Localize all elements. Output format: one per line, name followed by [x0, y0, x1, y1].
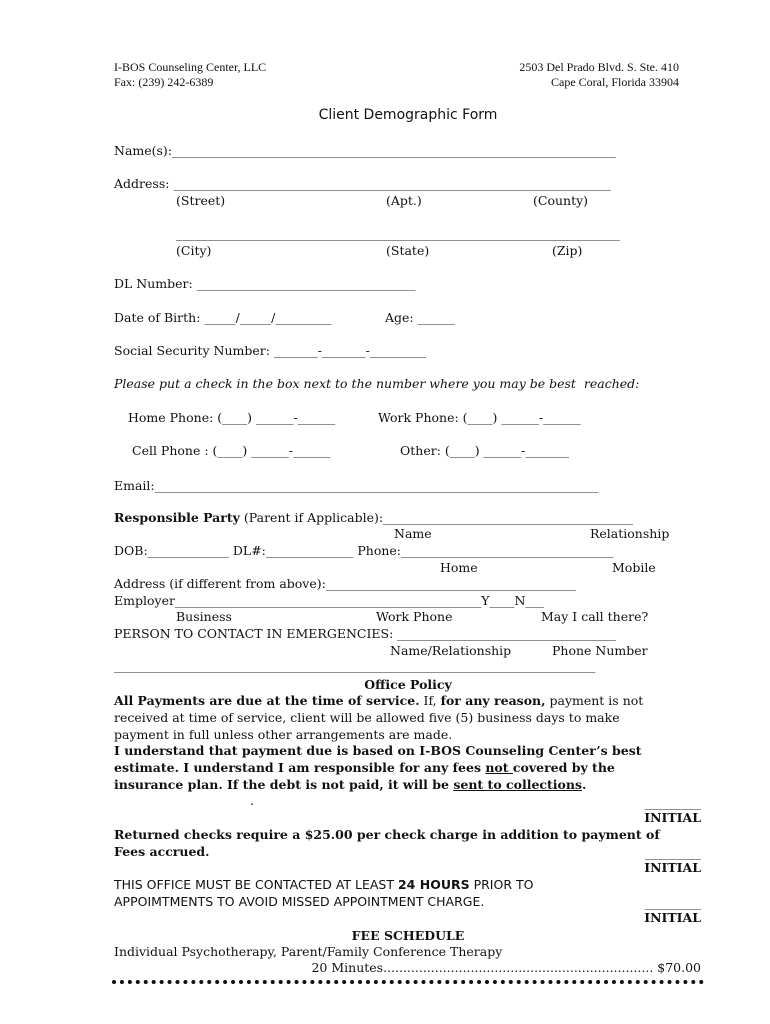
apt-caption: (Apt.): [386, 193, 422, 208]
work-phone-field[interactable]: Work Phone: (____) ______-______: [378, 410, 581, 425]
cell-phone-field[interactable]: Cell Phone : (____) ______-______: [132, 443, 331, 458]
returned-checks-line-2: Fees accrued.: [114, 844, 210, 859]
initial-line-2[interactable]: _________: [644, 845, 701, 860]
relationship-caption: Relationship: [590, 526, 670, 541]
names-field[interactable]: Name(s):_______________________________________________________________________: [114, 143, 616, 158]
policy-line-6: insurance plan. If the debt is not paid, it will be sent to collections.: [114, 777, 587, 792]
responsible-party-label: Responsible Party: [114, 510, 240, 525]
emergency-contact-row[interactable]: PERSON TO CONTACT IN EMERGENCIES: ___________________________________: [114, 626, 617, 641]
county-caption: (County): [533, 193, 589, 208]
contact-notice-line-1: THIS OFFICE MUST BE CONTACTED AT LEAST 24 HOURS PRIOR TO: [114, 877, 534, 892]
responsible-dob-row[interactable]: DOB:_____________ DL#:______________ Phone:__________________________________: [114, 543, 614, 558]
policy-line-1: All Payments are due at the time of service. If, for any reason, payment is not: [114, 693, 644, 708]
policy-line-5: estimate. I understand I am responsible for any fees not covered by the: [114, 760, 615, 775]
fee-line-1: Individual Psychotherapy, Parent/Family Conference Therapy: [114, 944, 503, 959]
may-call-caption: May I call there?: [541, 609, 649, 624]
form-title: Client Demographic Form: [318, 107, 498, 123]
home-caption: Home: [440, 560, 478, 575]
work-phone-caption: Work Phone: [376, 609, 453, 624]
phone-instruction: Please put a check in the box next to the number where you may be best reached:: [114, 376, 640, 391]
responsible-party-row[interactable]: [114, 512, 633, 525]
contact-notice-line-2: APPOIMTMENTS TO AVOID MISSED APPOINTMENT CHARGE.: [114, 894, 485, 909]
policy-line-4: I understand that payment due is based on I-BOS Counseling Center’s best: [114, 743, 642, 758]
org-fax: Fax: (239) 242-6389: [114, 75, 214, 89]
initial-label-1: INITIAL: [644, 810, 701, 825]
policy-line-2: received at time of service, client will be allowed five (5) business days to make: [114, 710, 620, 725]
name-relationship-caption: Name/Relationship: [390, 643, 512, 658]
business-caption: Business: [176, 609, 232, 624]
initial-label-3: INITIAL: [644, 910, 701, 925]
fee-schedule-heading: FEE SCHEDULE: [351, 928, 465, 943]
mobile-caption: Mobile: [612, 560, 656, 575]
org-address-line1: 2503 Del Prado Blvd. S. Ste. 410: [519, 60, 679, 74]
initial-label-2: INITIAL: [644, 860, 701, 875]
responsible-party-field[interactable]: (Parent if Applicable):________________________________________: [239, 510, 634, 525]
age-field[interactable]: Age: ______: [385, 310, 456, 325]
city-caption: (City): [176, 243, 212, 258]
initial-line-1[interactable]: _________: [644, 795, 701, 810]
emergency-blank-line[interactable]: _____________________________________________________________________________: [114, 658, 596, 673]
address-field[interactable]: Address: ______________________________________________________________________: [114, 176, 611, 191]
zip-caption: (Zip): [552, 243, 583, 258]
office-policy-heading: Office Policy: [364, 677, 452, 692]
org-name: I-BOS Counseling Center, LLC: [114, 60, 267, 74]
initial-line-3[interactable]: _________: [644, 895, 701, 910]
ssn-field[interactable]: Social Security Number: _______-_______-_________: [114, 343, 427, 358]
dl-number-field[interactable]: DL Number: ___________________________________: [114, 276, 416, 291]
home-phone-field[interactable]: Home Phone: (____) ______-______: [128, 410, 336, 425]
org-address-line2: Cape Coral, Florida 33904: [551, 75, 679, 89]
email-field[interactable]: Email:_______________________________________________________________________: [114, 478, 599, 493]
street-caption: (Street): [176, 193, 226, 208]
name-caption: Name: [394, 526, 432, 541]
responsible-address-row[interactable]: Address (if different from above):________________________________________: [114, 576, 576, 591]
state-caption: (State): [386, 243, 430, 258]
dob-field[interactable]: Date of Birth: _____/_____/_________: [114, 310, 332, 325]
returned-checks-line-1: Returned checks require a $25.00 per check charge in addition to payment of: [114, 827, 660, 842]
address-line2-field[interactable]: _______________________________________________________________________: [176, 226, 620, 241]
fee-line-2: 20 Minutes.................................................................... $70.00: [311, 960, 701, 975]
stray-dot: .: [250, 793, 254, 808]
page-break-border: [112, 980, 704, 984]
other-phone-field[interactable]: Other: (____) ______-_______: [400, 443, 570, 458]
employer-row[interactable]: Employer_________________________________________________Y____N___: [114, 593, 545, 608]
policy-line-3: payment in full unless other arrangements are made.: [114, 727, 453, 742]
phone-number-caption: Phone Number: [552, 643, 648, 658]
